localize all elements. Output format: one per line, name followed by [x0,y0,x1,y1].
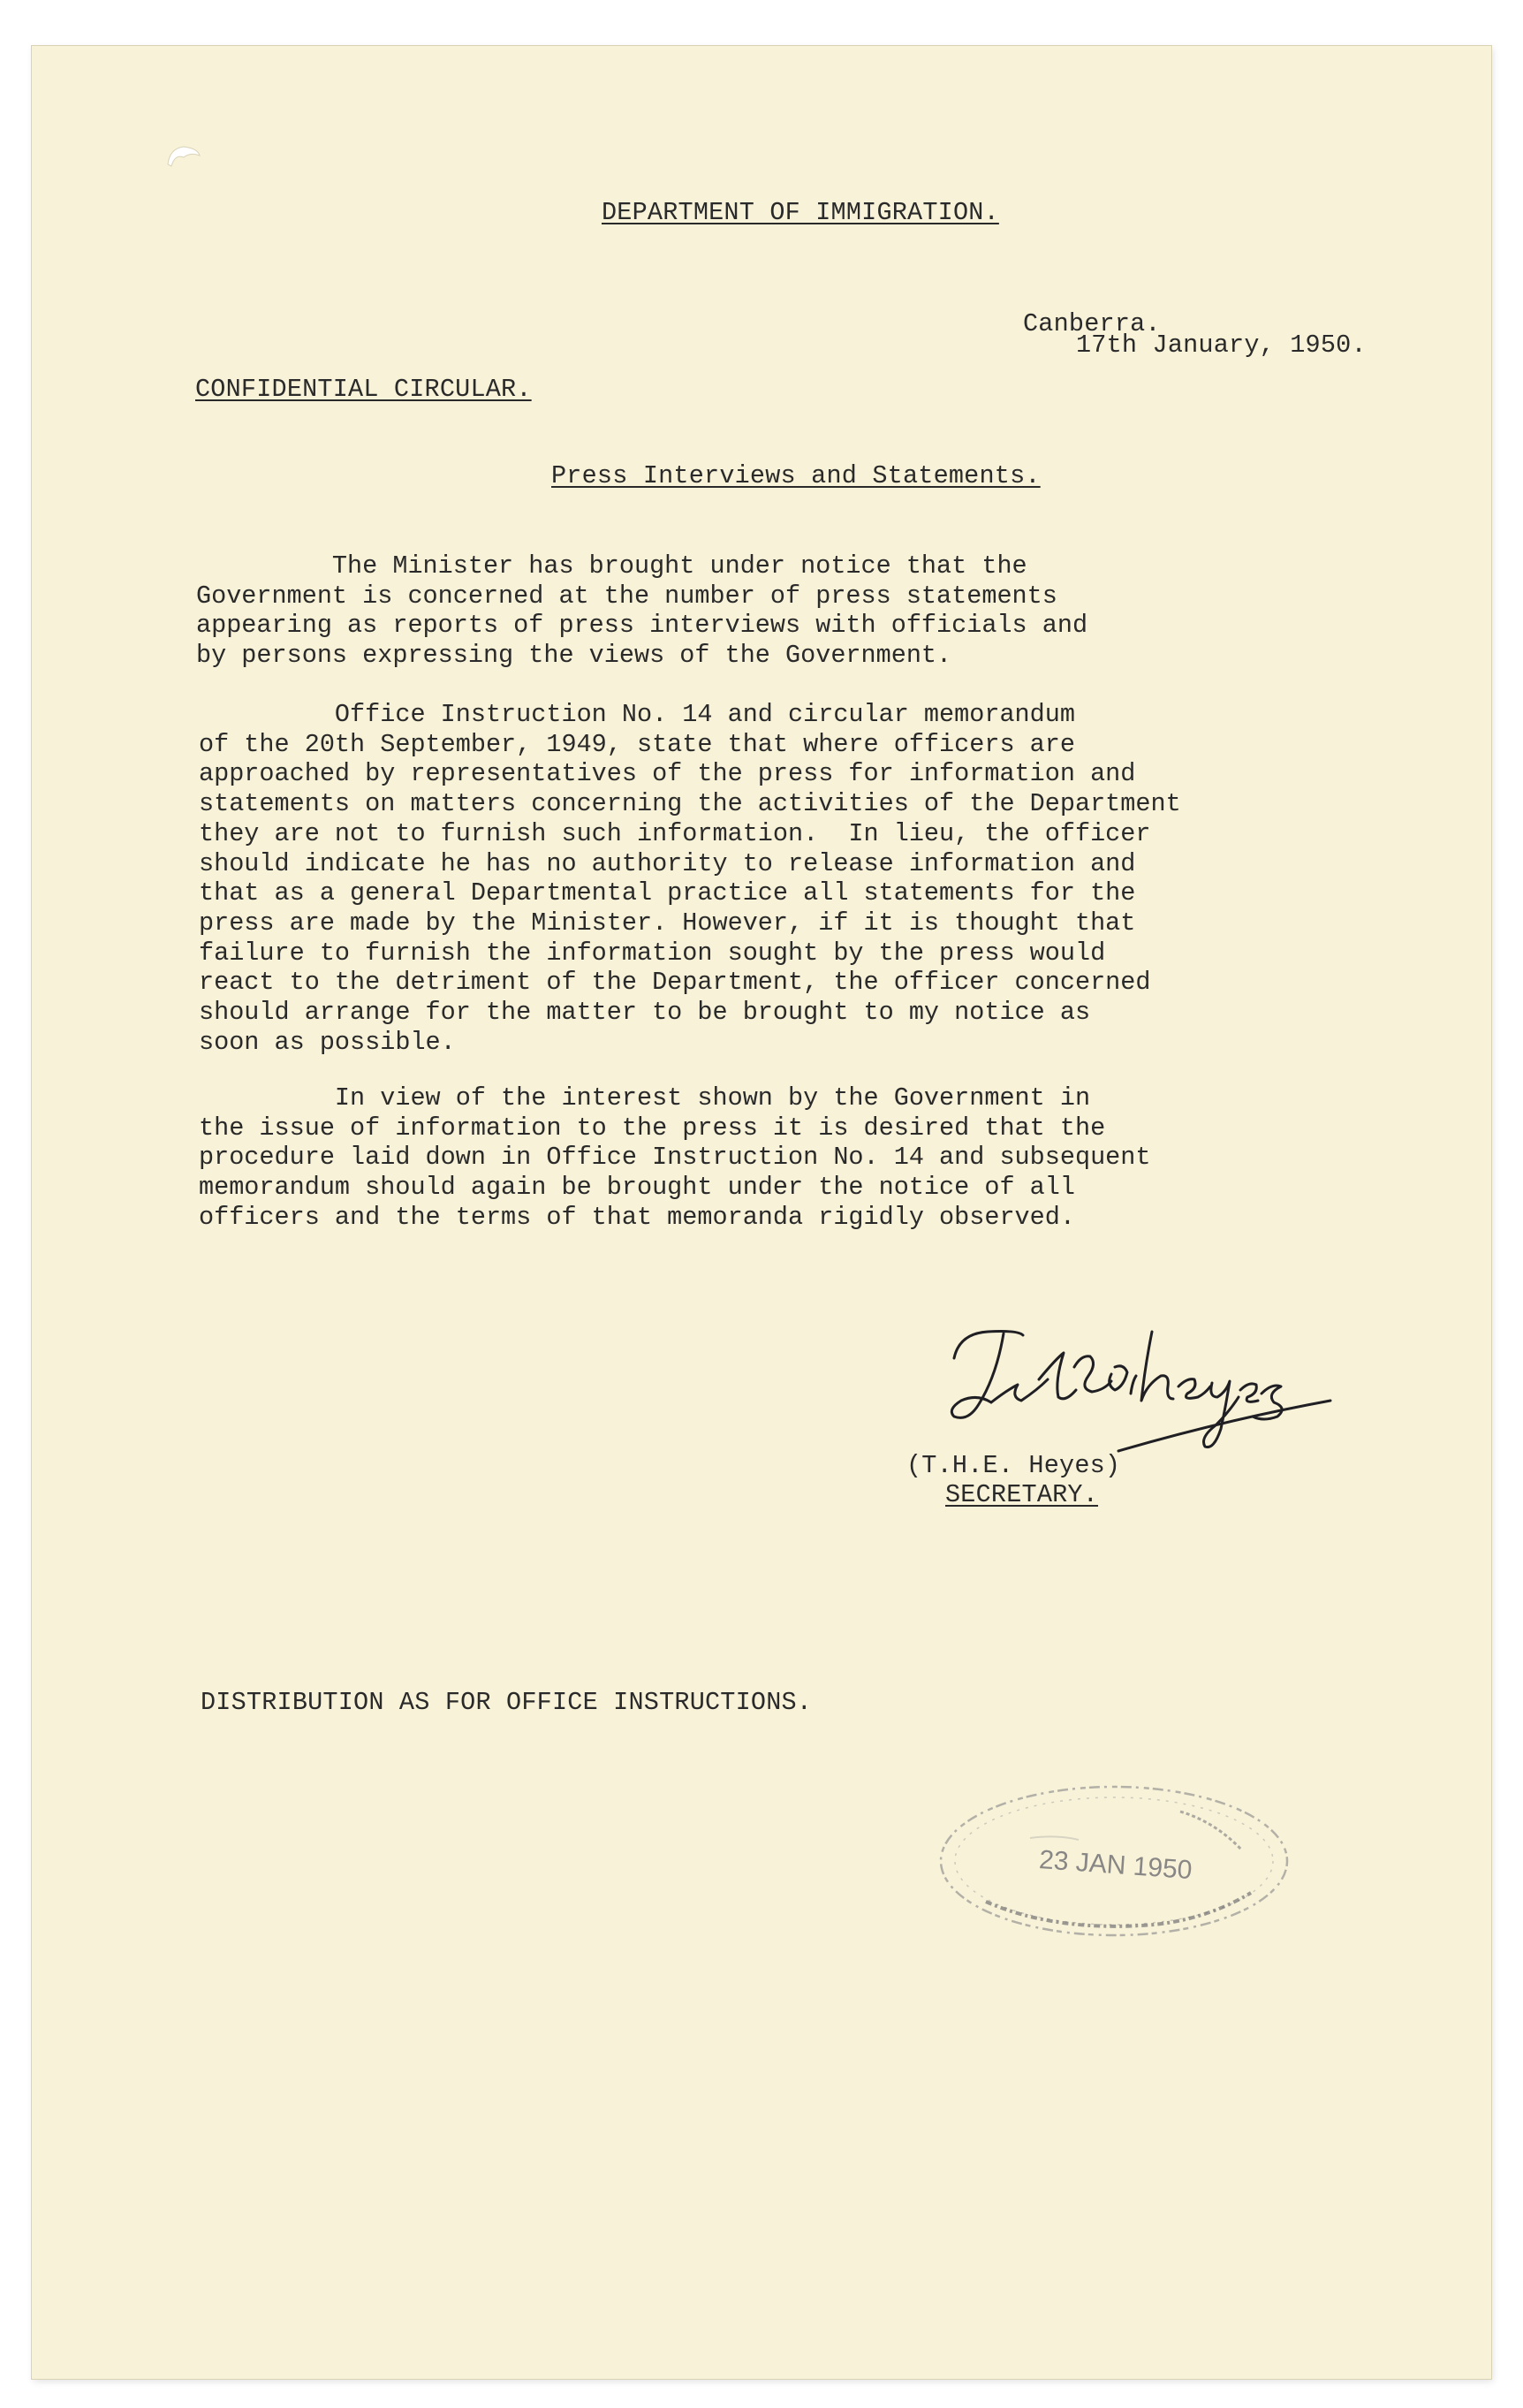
paragraph-line: Office Instruction No. 14 and circular memorandum [199,700,1075,729]
paragraph-line: they are not to furnish such information. In lieu, the officer [199,818,1151,848]
paragraph-3 [199,1083,1383,1233]
paper-tear-mark [164,143,205,168]
paragraph-line: The Minister has brought under notice that the [196,551,1027,581]
received-date-stamp [924,1769,1304,1946]
paragraph-line: memorandum should again be brought under the notice of all [199,1173,1075,1203]
distribution-line: DISTRIBUTION AS FOR OFFICE INSTRUCTIONS. [201,1688,813,1717]
paragraph-line: press are made by the Minister. However, if it is thought that [199,908,1136,938]
paragraph-2 [199,700,1383,1057]
paragraph-line: should indicate he has no authority to release information and [199,848,1136,878]
signatory-name: (T.H.E. Heyes) [906,1451,1121,1480]
classification-heading: CONFIDENTIAL CIRCULAR. [195,375,532,404]
paragraph-line: approached by representatives of the press for information and [199,759,1136,789]
paragraph-1 [196,551,1380,671]
paragraph-line: failure to furnish the information sought by the press would [199,938,1106,968]
paragraph-line: statements on matters concerning the activities of the Department [199,789,1181,819]
paragraph-line: procedure laid down in Office Instruction No. 14 and subsequent [199,1143,1151,1173]
paragraph-line: officers and the terms of that memoranda rigidly observed. [199,1202,1075,1232]
date-line: 17th January, 1950. [1076,330,1367,360]
paragraph-line: appearing as reports of press interviews with officials and [196,611,1088,641]
paragraph-line: that as a general Departmental practice all statements for the [199,878,1136,908]
paragraph-line: react to the detriment of the Department, the officer concerned [199,968,1151,998]
paragraph-line: of the 20th September, 1949, state that where officers are [199,729,1075,759]
paragraph-line: the issue of information to the press it is desired that the [199,1113,1106,1143]
place-line: Canberra. [1023,309,1161,338]
stamp-date-text: 23 JAN 1950 [1038,1845,1193,1886]
paragraph-line: soon as possible. [199,1027,456,1057]
paragraph-line: should arrange for the matter to be brought to my notice as [199,998,1091,1028]
subject-heading: Press Interviews and Statements. [551,461,1041,490]
department-heading: DEPARTMENT OF IMMIGRATION. [602,198,999,227]
document-page [32,46,1491,2379]
paragraph-line: In view of the interest shown by the Government in [199,1083,1091,1113]
paragraph-line: by persons expressing the views of the Government. [196,641,952,671]
paragraph-line: Government is concerned at the number of press statements [196,581,1057,611]
signatory-title: SECRETARY. [945,1480,1099,1509]
